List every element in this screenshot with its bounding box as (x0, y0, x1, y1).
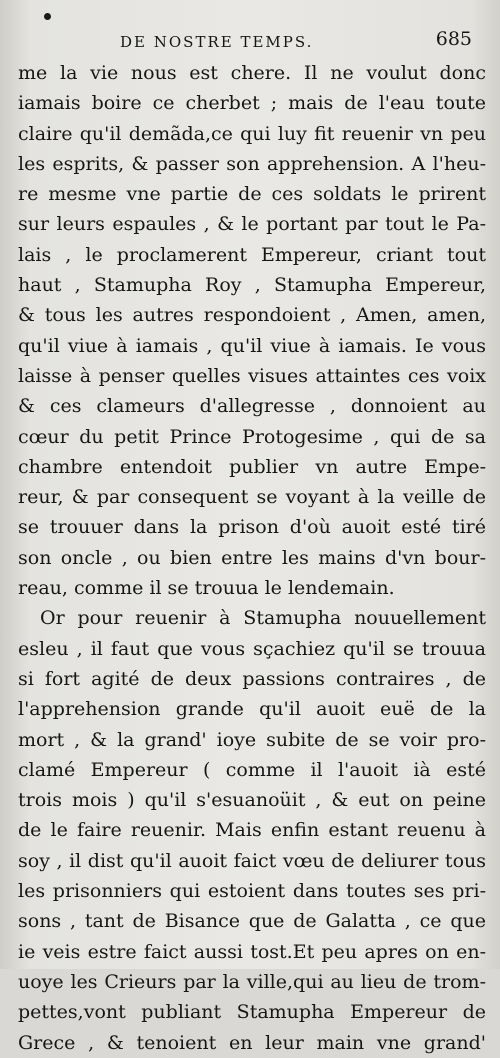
text-line: Grece , & tenoient en leur main vne grand' (18, 1031, 486, 1054)
text-line: les esprits, & passer son apprehension. A l'heu- (18, 152, 486, 175)
text-line: Or pour reuenir à Stamupha nouuellement (40, 607, 486, 630)
text-line: chambre entendoit publier vn autre Empe- (18, 455, 486, 478)
text-line: si fort agité de deux passions contraires , de (18, 667, 486, 690)
text-line: sur leurs espaules , & le portant par tout le Pa- (18, 213, 486, 236)
text-line: reur, & par consequent se voyant à la veille de (18, 486, 486, 509)
text-line: cœur du petit Prince Protogesime , qui de sa (18, 425, 486, 448)
text-line: me la vie nous est chere. Il ne voulut donc (18, 62, 486, 84)
text-line: son oncle , ou bien entre les mains d'vn bour- (18, 546, 486, 569)
running-title: DE NOSTRE TEMPS. (120, 33, 314, 51)
ink-blot (44, 13, 51, 20)
text-line: & ces clameurs d'allegresse , donnoient au (18, 395, 486, 418)
text-line: & tous les autres respondoient , Amen, amen, (18, 304, 486, 327)
text-line: pettes,vont publiant Stamupha Empereur de (18, 1001, 486, 1024)
text-line: soy , il dist qu'il auoit faict vœu de deliurer tous (18, 849, 486, 872)
text-line: esleu , il faut que vous sçachiez qu'il se trouua (18, 637, 486, 660)
text-line: les prisonniers qui estoient dans toutes ses pri- (18, 880, 486, 903)
body-text (18, 58, 486, 1058)
text-line: mort , & la grand' ioye subite de se voir pro- (18, 728, 486, 751)
text-line: clamé Empereur ( comme il l'auoit ià esté (18, 758, 486, 781)
text-line: laisse à penser quelles visues attaintes ces voix (18, 364, 486, 387)
text-line: se trouuer dans la prison d'où auoit esté tiré (18, 516, 486, 539)
text-line: reau, comme il se trouua le lendemain. (18, 577, 395, 600)
text-line: claire qu'il demãda,ce qui luy fit reuenir vn peu (18, 122, 486, 145)
text-line: sons , tant de Bisance que de Galatta , ce que (18, 910, 486, 933)
paragraph-2 (18, 603, 486, 1057)
text-line: re mesme vne partie de ces soldats le prirent (18, 183, 486, 206)
text-line: de le faire reuenir. Mais enfin estant reuenu à (18, 819, 486, 842)
text-line: uoye les Crieurs par la ville,qui au lieu de trom- (18, 970, 486, 993)
paragraph-1 (18, 58, 486, 603)
text-line: iamais boire ce cherbet ; mais de l'eau toute (18, 92, 486, 115)
text-line: lais , le proclamerent Empereur, criant tout (18, 243, 486, 266)
text-line: l'apprehension grande qu'il auoit euë de la (18, 698, 486, 721)
page-number: 685 (435, 28, 472, 50)
text-line: qu'il viue à iamais , qu'il viue à iamais. Ie vous (18, 334, 486, 357)
text-line: ie veis estre faict aussi tost.Et peu apres on en- (18, 940, 486, 963)
text-line: trois mois ) qu'il s'esuanoüit , & eut on peine (18, 789, 486, 812)
text-line: haut , Stamupha Roy , Stamupha Empereur, (18, 274, 486, 297)
